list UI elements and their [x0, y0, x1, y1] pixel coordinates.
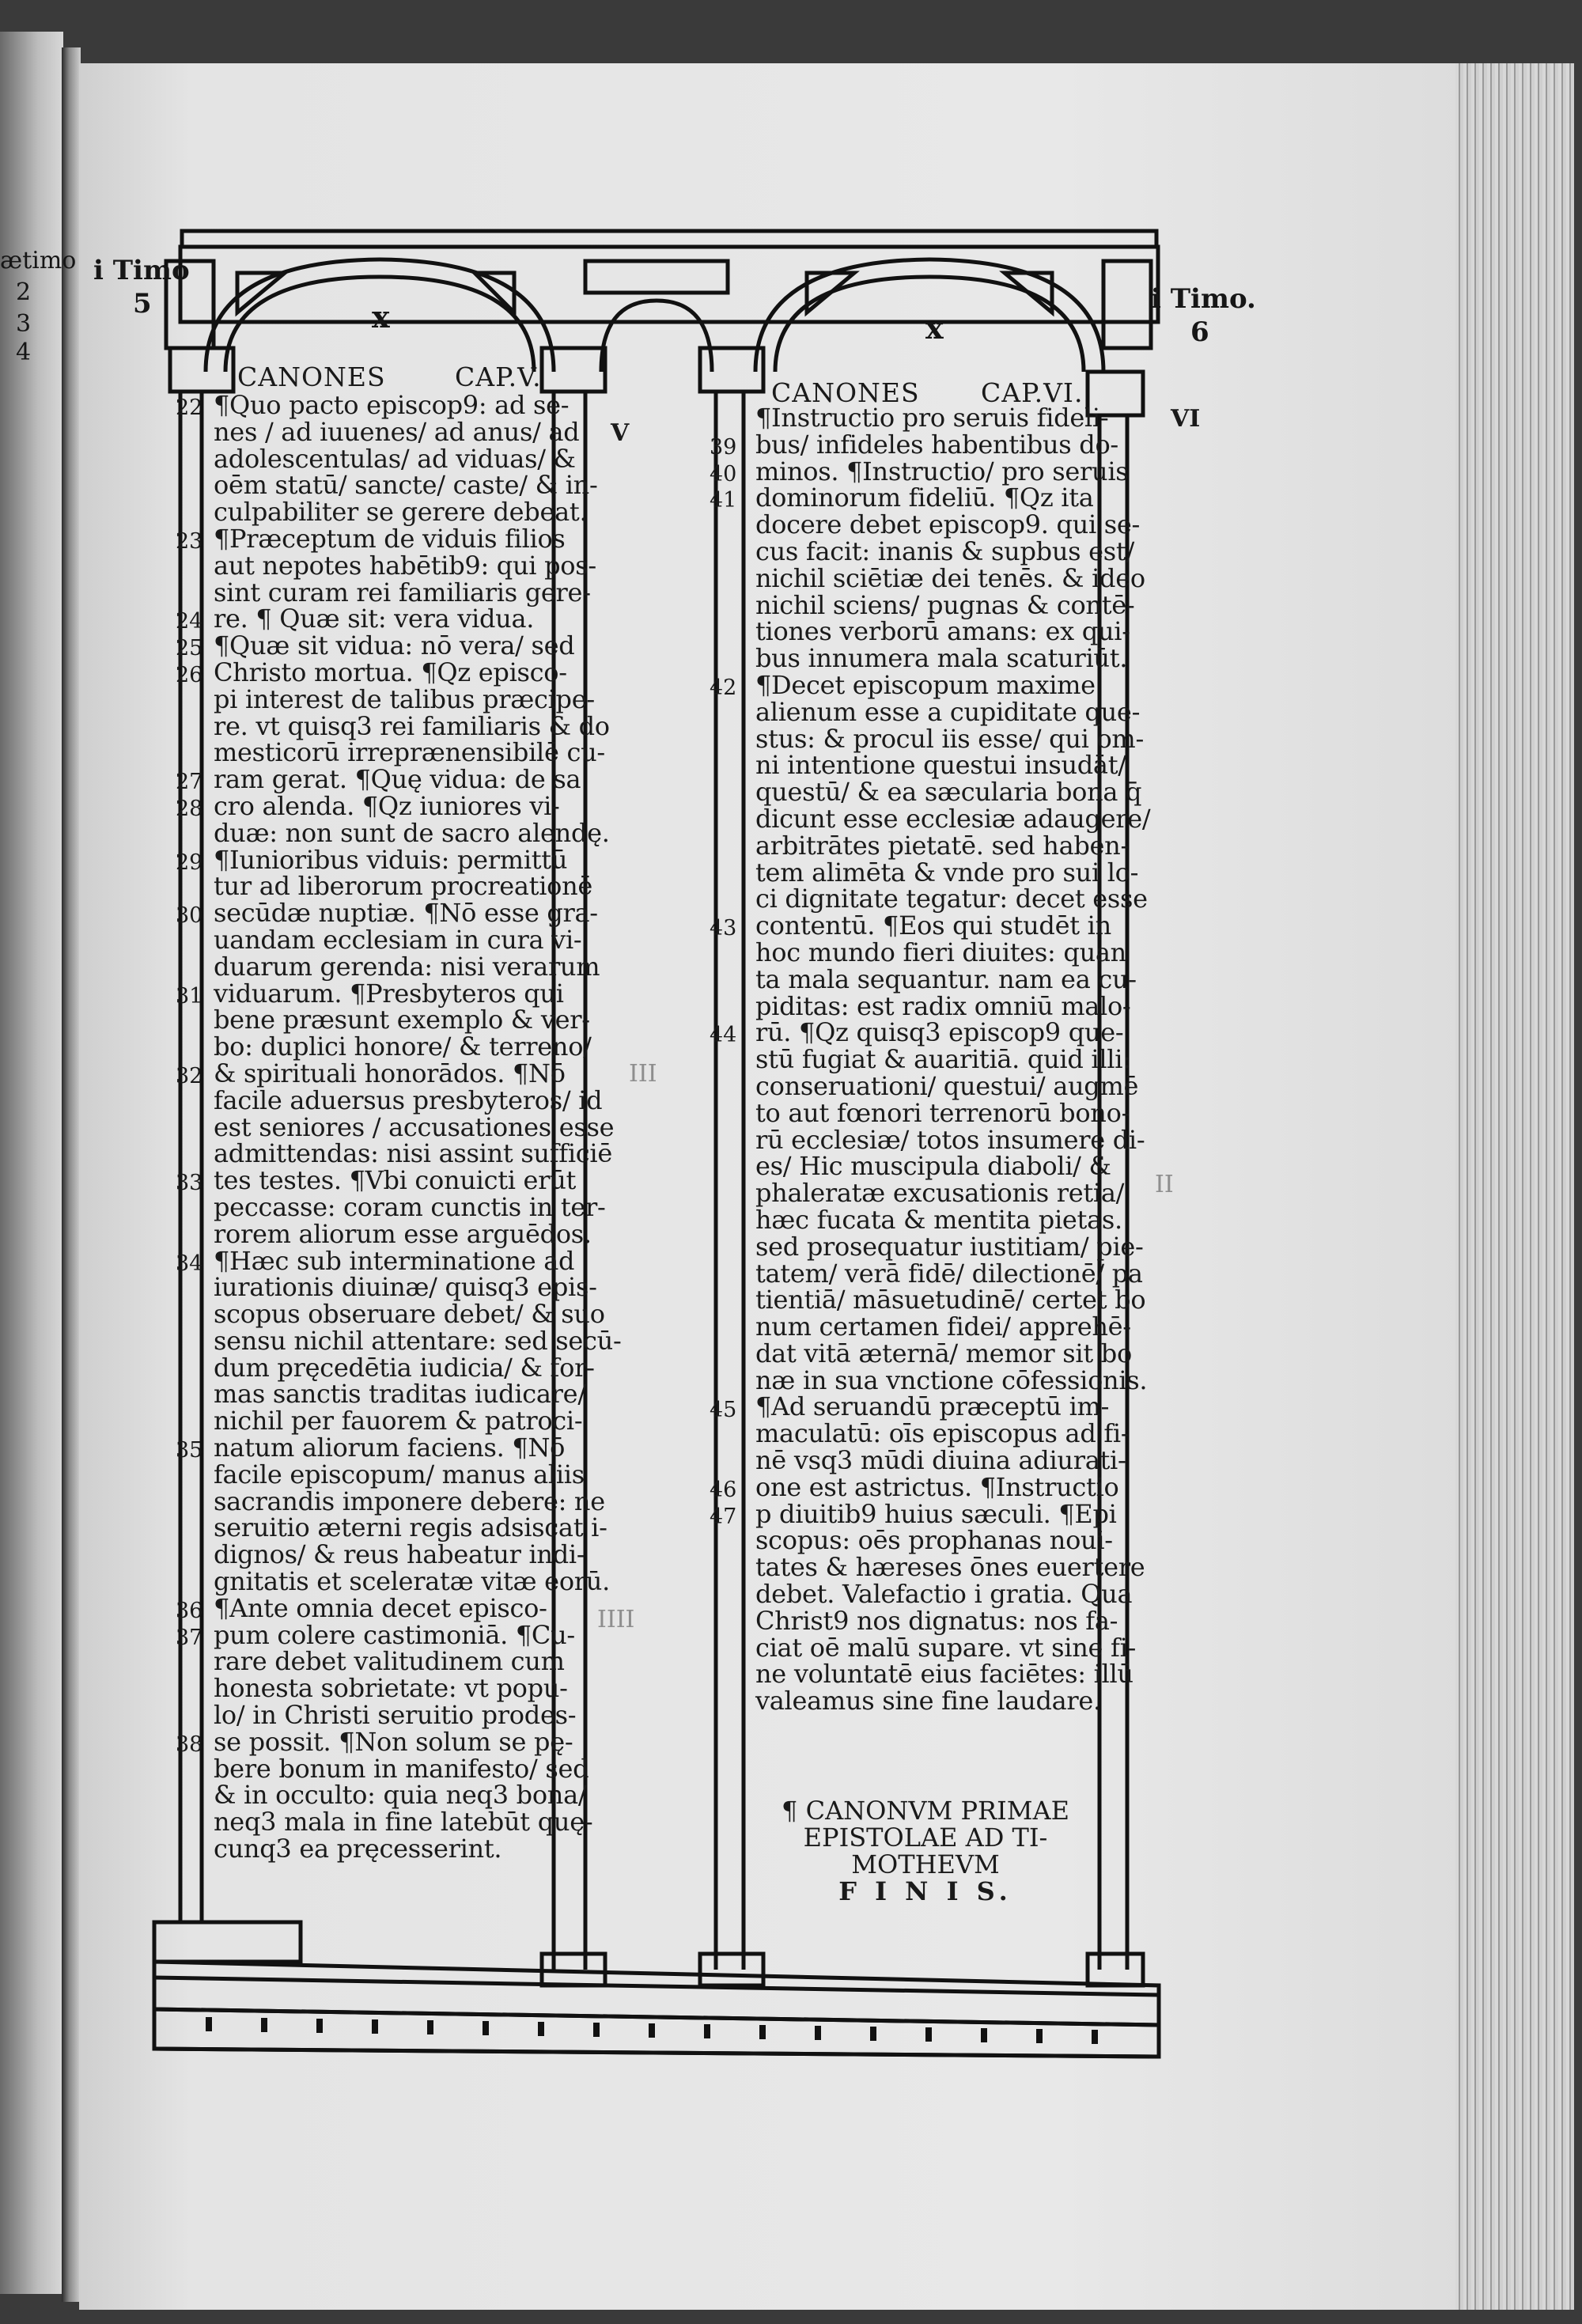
text-line: aut nepotes habētib9: qui pos-: [214, 550, 596, 581]
text-line: bere bonum in manifesto/ sed: [214, 1753, 589, 1784]
running-head-right: i Timo.: [1151, 283, 1256, 315]
text-line: arbitrātes pietatē. sed haben-: [755, 830, 1130, 861]
text-line: re. vt quisq3 rei familiaris & do: [214, 710, 610, 741]
text-line: tes testes. ¶Vbi conuicti erūt: [214, 1165, 577, 1196]
text-line: ci dignitate tegatur: decet esse: [755, 884, 1148, 914]
text-line: tatem/ verā fidē/ dilectionē/ pa: [755, 1258, 1143, 1289]
text-line: bus innumera mala scaturiūt.: [755, 643, 1128, 674]
text-line: bene præsunt exemplo & ver-: [214, 1005, 590, 1035]
text-line: questū/ & ea sæcularia bona q̄: [755, 777, 1142, 808]
left-margin-fragment: ætimo: [0, 247, 77, 274]
text-line: seruitio æterni regis adsiscat i-: [214, 1512, 607, 1543]
text-line: piditas: est radix omniū malo-: [755, 990, 1131, 1021]
text-line: & spirituali honorādos. ¶Nō: [214, 1058, 566, 1088]
chapter-marker-vi: VI: [1171, 405, 1201, 433]
text-line: cunq3 ea pręcesserint.: [214, 1834, 502, 1864]
text-line: sacrandis imponere debere: ne: [214, 1486, 605, 1516]
canon-number: 47: [710, 1504, 737, 1529]
text-line: dum pręcedētia iudicia/ & for-: [214, 1352, 595, 1383]
text-line: est seniores / accusationes esse: [214, 1111, 615, 1142]
running-head-right-number: 6: [1190, 316, 1209, 348]
text-line: phaleratæ excusationis retia/: [755, 1178, 1125, 1209]
text-line: contentū. ¶Eos qui studēt in: [755, 910, 1111, 941]
text-line: sensu nichil attentare: sed secū-: [214, 1325, 622, 1356]
text-line: næ in sua vnctione cōfessionis.: [755, 1364, 1148, 1395]
text-line: dat vitā æternā/ memor sit bo: [755, 1338, 1132, 1368]
text-line: dominorum fideliū. ¶Qz ita: [755, 483, 1094, 513]
canon-number: 41: [710, 488, 737, 513]
running-head-left: i Timo: [93, 255, 190, 286]
canon-number: 31: [176, 983, 203, 1009]
text-line: ¶Ad seruandū præceptū im-: [755, 1391, 1110, 1422]
canon-number: 43: [710, 916, 737, 941]
canon-number: 42: [710, 676, 737, 700]
text-line: Christo mortua. ¶Qz episco-: [214, 657, 567, 687]
text-line: uandam ecclesiam in cura vi-: [214, 924, 582, 955]
text-line: Christ9 nos dignatus: nos fa-: [755, 1605, 1118, 1636]
text-line: nes / ad iuuenes/ ad anus/ ad: [214, 416, 580, 447]
bleed-through: III: [629, 1060, 657, 1088]
text-line: nichil sciētiæ dei tenēs. & ideo: [755, 562, 1145, 593]
canon-number: 22: [176, 396, 203, 420]
text-line: ¶Ante omnia decet episco-: [214, 1592, 547, 1623]
text-line: dignos/ & reus habeatur indi-: [214, 1539, 585, 1570]
finis-line: EPISTOLAE AD TI-: [803, 1822, 1048, 1853]
text-line: valeamus sine fine laudare.: [755, 1686, 1101, 1717]
finis-line: F I N I S.: [838, 1876, 1012, 1906]
text-line: to aut fœnori terrenorū bono-: [755, 1097, 1130, 1128]
canon-number: 33: [176, 1171, 203, 1196]
text-line: ¶Quæ sit vidua: nō vera/ sed: [214, 630, 575, 661]
finis-line: ¶ CANONVM PRIMAE: [782, 1796, 1069, 1826]
text-line: pi interest de talibus præcipe-: [214, 683, 595, 714]
text-line: minos. ¶Instructio/ pro seruis: [755, 456, 1129, 486]
text-line: gnitatis et sceleratæ vitæ eorū.: [214, 1566, 610, 1597]
text-line: p diuitib9 huius sæculi. ¶Epi: [755, 1498, 1117, 1529]
text-line: rū ecclesiæ/ totos insumere di-: [755, 1124, 1145, 1155]
text-line: lo/ in Christi seruitio prodes-: [214, 1700, 577, 1731]
text-line: ni intentione questui insudāt/: [755, 750, 1126, 781]
canon-number: 23: [176, 529, 203, 554]
text-line: rorem aliorum esse arguēdos.: [214, 1218, 592, 1249]
text-line: nichil per fauorem & patroci-: [214, 1406, 583, 1436]
text-line: ¶Præceptum de viduis filios: [214, 523, 566, 554]
text-line: scopus obseruare debet/ & suo: [214, 1299, 605, 1330]
running-head-left-number: 5: [133, 288, 152, 320]
text-line: scopus: oēs prophanas noui-: [755, 1525, 1113, 1556]
text-line: nichil sciens/ pugnas & contē-: [755, 589, 1135, 620]
text-line: hoc mundo fieri diuites: quan: [755, 937, 1126, 967]
text-line: tur ad liberorum procreationē: [214, 871, 593, 902]
text-line: hæc fucata & mentita pietas.: [755, 1204, 1122, 1235]
canon-number: 40: [710, 461, 737, 486]
text-line: re. ¶ Quæ sit: vera vidua.: [214, 604, 535, 634]
text-line: ram gerat. ¶Quę vidua: de sa: [214, 764, 581, 795]
text-line: num certamen fidei/ apprehē-: [755, 1312, 1131, 1342]
text-line: ¶Hæc sub interminatione ad: [214, 1245, 575, 1276]
canon-number: 27: [176, 770, 203, 795]
text-line: tiones verborū amans: ex qui-: [755, 616, 1130, 647]
canon-number: 30: [176, 903, 203, 929]
text-line: duæ: non sunt de sacro alendę.: [214, 817, 610, 848]
text-line: pum colere castimoniā. ¶Cu-: [214, 1619, 575, 1650]
text-line: tientiā/ māsuetudinē/ certet bo: [755, 1285, 1146, 1315]
text-line: conseruationi/ questui/ augmē: [755, 1070, 1139, 1101]
text-line: bo: duplici honore/ & terreno/: [214, 1031, 592, 1062]
canon-number: 35: [176, 1438, 203, 1463]
text-line: rū. ¶Qz quisq3 episcop9 que-: [755, 1017, 1124, 1048]
column-heading-right: CANONES: [771, 377, 920, 408]
text-line: ¶Quo pacto episcop9: ad se-: [214, 390, 570, 420]
text-line: mesticorū irreprænensibilē cu-: [214, 737, 605, 768]
text-line: maculatū: oīs episcopus ad fi-: [755, 1418, 1130, 1449]
finis-line: MOTHEVM: [851, 1849, 1000, 1879]
canon-number: 46: [710, 1478, 737, 1502]
canon-number: 25: [176, 636, 203, 661]
text-line: bus/ infideles habentibus do-: [755, 429, 1118, 460]
text-line: facile aduersus presbyteros/ id: [214, 1084, 603, 1115]
column-heading-left-chapter: CAP.V.: [455, 361, 542, 392]
canon-number: 24: [176, 609, 203, 634]
text-line: se possit. ¶Non solum se pę-: [214, 1726, 573, 1757]
text-line: stus: & procul iis esse/ qui om-: [755, 723, 1144, 754]
text-line: secūdæ nuptiæ. ¶Nō esse gra-: [214, 898, 598, 929]
text-line: natum aliorum faciens. ¶Nō: [214, 1433, 566, 1463]
text-line: dicunt esse ecclesiæ adaugere/: [755, 803, 1151, 834]
text-line: one est astrictus. ¶Instructio: [755, 1471, 1119, 1502]
text-line: stū fugiat & auaritiā. quid illi:: [755, 1044, 1131, 1075]
right-text-column: [755, 403, 1151, 1717]
text-line: admittendas: nisi assint sufficiē: [214, 1138, 612, 1169]
bleed-through: II: [1155, 1171, 1174, 1198]
finis-block: [755, 1797, 1096, 1905]
text-line: docere debet episcop9. qui se-: [755, 509, 1141, 540]
column-heading-left: CANONES: [237, 361, 386, 392]
left-margin-number: 2: [16, 278, 32, 306]
chapter-marker-v: V: [611, 419, 630, 447]
text-line: facile episcopum/ manus aliis: [214, 1459, 585, 1489]
text-line: duarum gerenda: nisi verarum: [214, 951, 600, 982]
canon-number: 36: [176, 1599, 203, 1623]
gutter: [62, 47, 81, 2302]
text-line: adolescentulas/ ad viduas/ &: [214, 443, 576, 474]
text-line: peccasse: coram cunctis in ter-: [214, 1191, 606, 1222]
canon-number: 38: [176, 1732, 203, 1757]
canon-number: 37: [176, 1625, 203, 1650]
text-line: culpabiliter se gerere debeat.: [214, 497, 588, 528]
canon-number: 26: [176, 663, 203, 687]
text-line: ciat oē malū supare. vt sine fi-: [755, 1632, 1137, 1663]
text-line: nē vsq3 mūdi diuina adiurati-: [755, 1445, 1126, 1476]
left-page-edge: [0, 32, 63, 2294]
text-line: iurationis diuinæ/ quisq3 epis-: [214, 1272, 597, 1303]
text-line: es/ Hic muscipula diaboli/ &: [755, 1151, 1111, 1182]
canon-number: 29: [176, 850, 203, 875]
bleed-through: IIII: [597, 1606, 635, 1633]
text-line: viduarum. ¶Presbyteros qui: [214, 978, 564, 1009]
text-line: ¶Instructio pro seruis fideli-: [755, 403, 1109, 433]
text-line: & in occulto: quia neq3 bona/: [214, 1780, 587, 1811]
text-line: ¶Iunioribus viduis: permittū: [214, 844, 568, 875]
text-line: sed prosequatur iustitiam/ pie-: [755, 1231, 1144, 1262]
text-line: mas sanctis traditas iudicare/: [214, 1379, 586, 1410]
text-line: ¶Decet episcopum maxime: [755, 669, 1096, 700]
text-line: debet. Valefactio i gratia. Qua: [755, 1579, 1133, 1610]
text-line: oēm statū/ sancte/ caste/ & in-: [214, 470, 598, 501]
left-margin-number: 4: [16, 339, 32, 366]
canon-number: 39: [710, 434, 737, 460]
text-line: ne voluntatē eius faciētes: illū: [755, 1659, 1134, 1690]
page-edges: [1455, 63, 1574, 2310]
canon-number: 44: [710, 1023, 737, 1048]
text-line: honesta sobrietate: vt popu-: [214, 1673, 568, 1704]
arch-letter-left: x: [372, 299, 390, 335]
canon-number: 34: [176, 1251, 203, 1276]
text-line: cus facit: inanis & supbus est/: [755, 536, 1134, 566]
left-margin-number: 3: [16, 310, 32, 338]
text-line: alienum esse a cupiditate que-: [755, 696, 1141, 727]
text-line: cro alenda. ¶Qz iuniores vi-: [214, 790, 560, 821]
canon-number: 28: [176, 797, 203, 821]
text-line: ta mala sequantur. nam ea cu-: [755, 963, 1137, 994]
text-line: tem alimēta & vnde pro sui lo-: [755, 857, 1139, 888]
text-line: neq3 mala in fine latebūt quę-: [214, 1807, 593, 1838]
text-line: rare debet valitudinem cum: [214, 1646, 565, 1677]
canon-number: 45: [710, 1397, 737, 1422]
canon-number: 32: [176, 1064, 203, 1088]
column-heading-right-chapter: CAP.VI.: [981, 377, 1084, 408]
text-line: tates & hæreses ōnes euertere: [755, 1552, 1145, 1583]
text-line: sint curam rei familiaris gere-: [214, 577, 591, 607]
arch-letter-right: x: [925, 310, 944, 346]
